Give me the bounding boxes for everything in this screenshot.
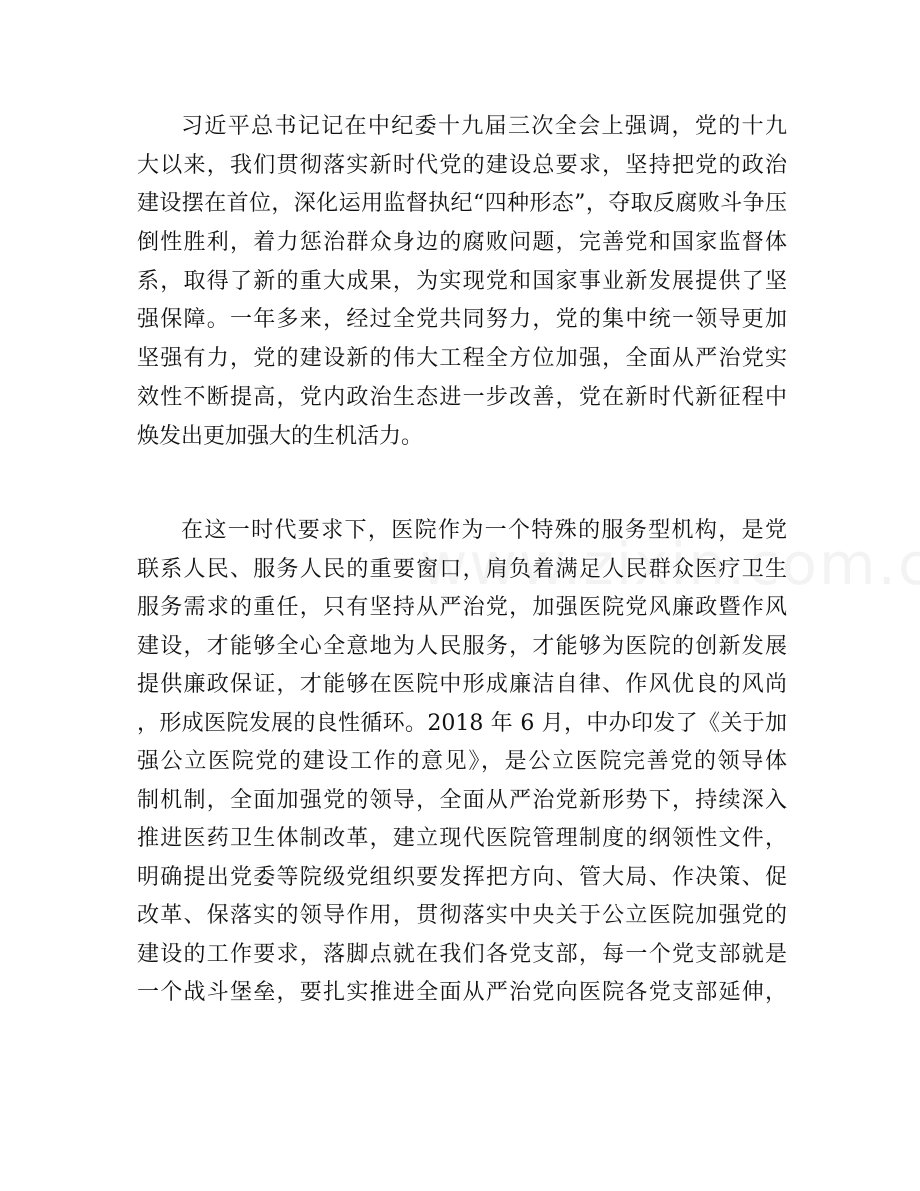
- paragraph-line: 效性不断提高，党内政治生态进一步改善，党在新时代新征程中: [137, 384, 787, 410]
- paragraph-line: 在这一时代要求下，医院作为一个特殊的服务型机构，是党: [181, 518, 787, 543]
- paragraph-line: 明确提出党委等院级党组织要发挥把方向、管大局、作决策、促: [137, 864, 787, 890]
- paragraph-line: 联系人民、服务人民的重要窗口，肩负着满足人民群众医疗卫生: [137, 556, 787, 582]
- paragraph-line: 服务需求的重任，只有坚持从严治党，加强医院党风廉政暨作风: [137, 595, 787, 620]
- paragraph-line: 制机制，全面加强党的领导，全面从严治党新形势下，持续深入: [137, 787, 787, 813]
- paragraph-1: [137, 108, 787, 456]
- paragraph-line: ，形成医院发展的良性循环。2018 年 6 月，中办印发了《关于加: [137, 710, 787, 736]
- paragraph-line: 建设摆在首位，深化运用监督执纪“四种形态”，夺取反腐败斗争压: [137, 191, 787, 217]
- paragraph-line: 习近平总书记记在中纪委十九届三次全会上强调，党的十九: [181, 114, 787, 139]
- paragraph-line: 大以来，我们贯彻落实新时代党的建设总要求，坚持把党的政治: [137, 152, 787, 178]
- paragraph-2: [137, 512, 787, 1013]
- paragraph-line: 提供廉政保证，才能够在医院中形成廉洁自律、作风优良的风尚: [137, 672, 787, 697]
- paragraph-line: 强保障。一年多来，经过全党共同努力，党的集中统一领导更加: [137, 307, 787, 333]
- paragraph-line: 倒性胜利，着力惩治群众身边的腐败问题，完善党和国家监督体: [137, 230, 787, 256]
- paragraph-line: 系，取得了新的重大成果，为实现党和国家事业新发展提供了坚: [137, 268, 787, 294]
- paragraph-line: 强公立医院党的建设工作的意见》，是公立医院完善党的领导体: [137, 749, 787, 774]
- paragraph-line: 焕发出更加强大的生机活力。: [137, 423, 424, 449]
- paragraph-line: 建设，才能够全心全意地为人民服务，才能够为医院的创新发展: [137, 633, 787, 659]
- paragraph-line: 一个战斗堡垒，要扎实推进全面从严治党向医院各党支部延伸，: [137, 980, 787, 1005]
- paragraph-line: 坚强有力，党的建设新的伟大工程全方位加强，全面从严治党实: [137, 346, 787, 372]
- paragraph-line: 推进医药卫生体制改革，建立现代医院管理制度的纲领性文件，: [137, 826, 787, 851]
- paragraph-line: 改革、保落实的领导作用，贯彻落实中央关于公立医院加强党的: [137, 903, 787, 928]
- paragraph-line: 建设的工作要求，落脚点就在我们各党支部，每一个党支部就是: [137, 941, 787, 967]
